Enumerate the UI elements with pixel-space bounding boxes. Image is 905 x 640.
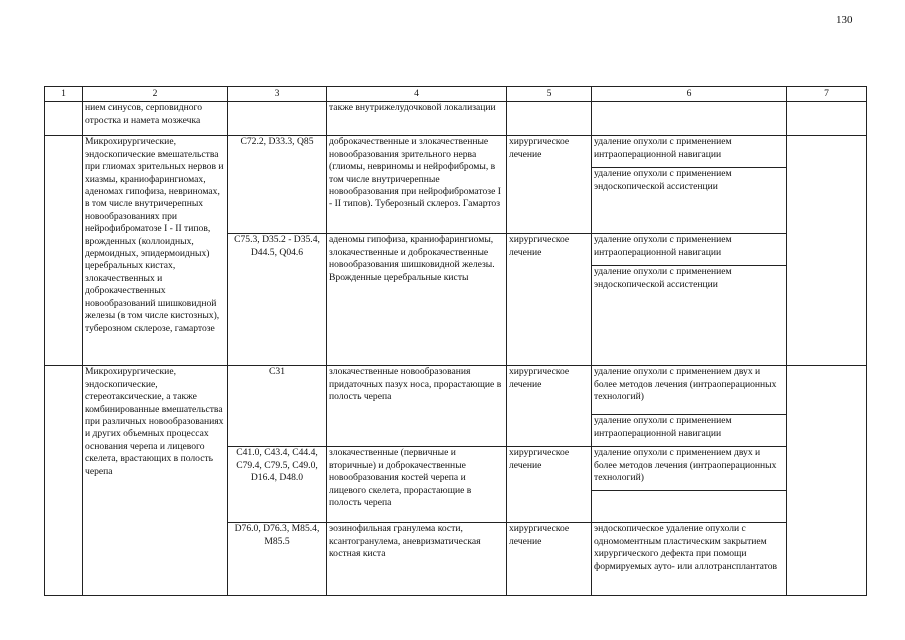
cell-method-empty <box>592 491 787 523</box>
cell-method: удаление опухоли с применением интраоперационной навигации <box>592 136 787 168</box>
header-cell: 2 <box>83 87 228 102</box>
cell-treatment: хирургическое лечение <box>507 523 592 596</box>
cell-number <box>45 366 83 596</box>
cell-method: удаление опухоли с применением двух и более методов лечения (интраоперационных технологий) <box>592 366 787 415</box>
cell-diagnosis: доброкачественные и злокачественные новообразования зрительного нерва (глиомы, невриномы и нейрофибромы, в том числе внутричерепные новообразования при нейрофиброматозе I - II типов). Туберозный склероз. Гамартоз <box>327 136 507 234</box>
cell-method: эндоскопическое удаление опухоли с одномоментным пластическим закрытием хирургического дефекта при помощи формируемых ауто- или аллотрансплантатов <box>592 523 787 596</box>
header-row <box>45 87 867 102</box>
page-number: 130 <box>836 14 853 26</box>
cell-diagnosis: эозинофильная гранулема кости, ксантогранулема, аневризматическая костная киста <box>327 523 507 596</box>
header-cell: 4 <box>327 87 507 102</box>
cell-price <box>787 136 867 366</box>
cell-treatment: хирургическое лечение <box>507 234 592 366</box>
header-cell: 1 <box>45 87 83 102</box>
cell-method: удаление опухоли с применением интраоперационной навигации <box>592 234 787 266</box>
cell-codes: C31 <box>228 366 327 447</box>
header-cell: 6 <box>592 87 787 102</box>
cell-codes: D76.0, D76.3, M85.4, M85.5 <box>228 523 327 596</box>
table-row <box>45 136 867 168</box>
cell-method: удаление опухоли с применением эндоскопической ассистенции <box>592 168 787 234</box>
table-row <box>45 366 867 415</box>
cell-treatment: хирургическое лечение <box>507 366 592 447</box>
cell-treatment: хирургическое лечение <box>507 447 592 523</box>
cell-codes: C72.2, D33.3, Q85 <box>228 136 327 234</box>
cell-intervention: нием синусов, серповидного отростка и намета мозжечка <box>83 102 228 136</box>
cell-codes <box>228 102 327 136</box>
cell-price <box>787 366 867 596</box>
cell-method: удаление опухоли с применением эндоскопической ассистенции <box>592 266 787 366</box>
cell-number <box>45 136 83 366</box>
cell-codes: C41.0, C43.4, C44.4, C79.4, C79.5, C49.0, D16.4, D48.0 <box>228 447 327 523</box>
cell-intervention: Микрохирургические, эндоскопические вмешательства при глиомах зрительных нервов и хиазмы, краниофарингиомах, аденомах гипофиза, невриномах, в том числе внутричерепных новообразованиях при нейрофиброматозе I - II типов, врожденных (коллоидных, дермоидных, эпидермоидных) церебральных кистах, злокачественных и доброкачественных новообразований шишковидной железы (в том числе кистозных), туберозном склерозе, гамартозе <box>83 136 228 366</box>
cell-method: удаление опухоли с применением двух и более методов лечения (интраоперационных технологий) <box>592 447 787 491</box>
cell-codes: C75.3, D35.2 - D35.4, D44.5, Q04.6 <box>228 234 327 366</box>
cell-intervention: Микрохирургические, эндоскопические, стереотаксические, а также комбинированные вмешательства при различных новообразованиях и других объемных процессах основания черепа и лицевого скелета, врастающих в полость черепа <box>83 366 228 596</box>
cell-diagnosis: аденомы гипофиза, краниофарингиомы, злокачественные и доброкачественные новообразования шишковидной железы. Врожденные церебральные кисты <box>327 234 507 366</box>
cell-treatment <box>507 102 592 136</box>
cell-price <box>787 102 867 136</box>
table-row <box>45 102 867 136</box>
procedures-table <box>44 86 867 596</box>
cell-diagnosis: злокачественные (первичные и вторичные) и доброкачественные новообразования костей черепа и лицевого скелета, прорастающие в полость черепа <box>327 447 507 523</box>
cell-number <box>45 102 83 136</box>
cell-diagnosis: злокачественные новообразования придаточных пазух носа, прорастающие в полость черепа <box>327 366 507 447</box>
header-cell: 5 <box>507 87 592 102</box>
cell-method: удаление опухоли с применением интраоперационной навигации <box>592 415 787 447</box>
cell-diagnosis: также внутрижелудочковой локализации <box>327 102 507 136</box>
header-cell: 3 <box>228 87 327 102</box>
cell-treatment: хирургическое лечение <box>507 136 592 234</box>
header-cell: 7 <box>787 87 867 102</box>
cell-method <box>592 102 787 136</box>
